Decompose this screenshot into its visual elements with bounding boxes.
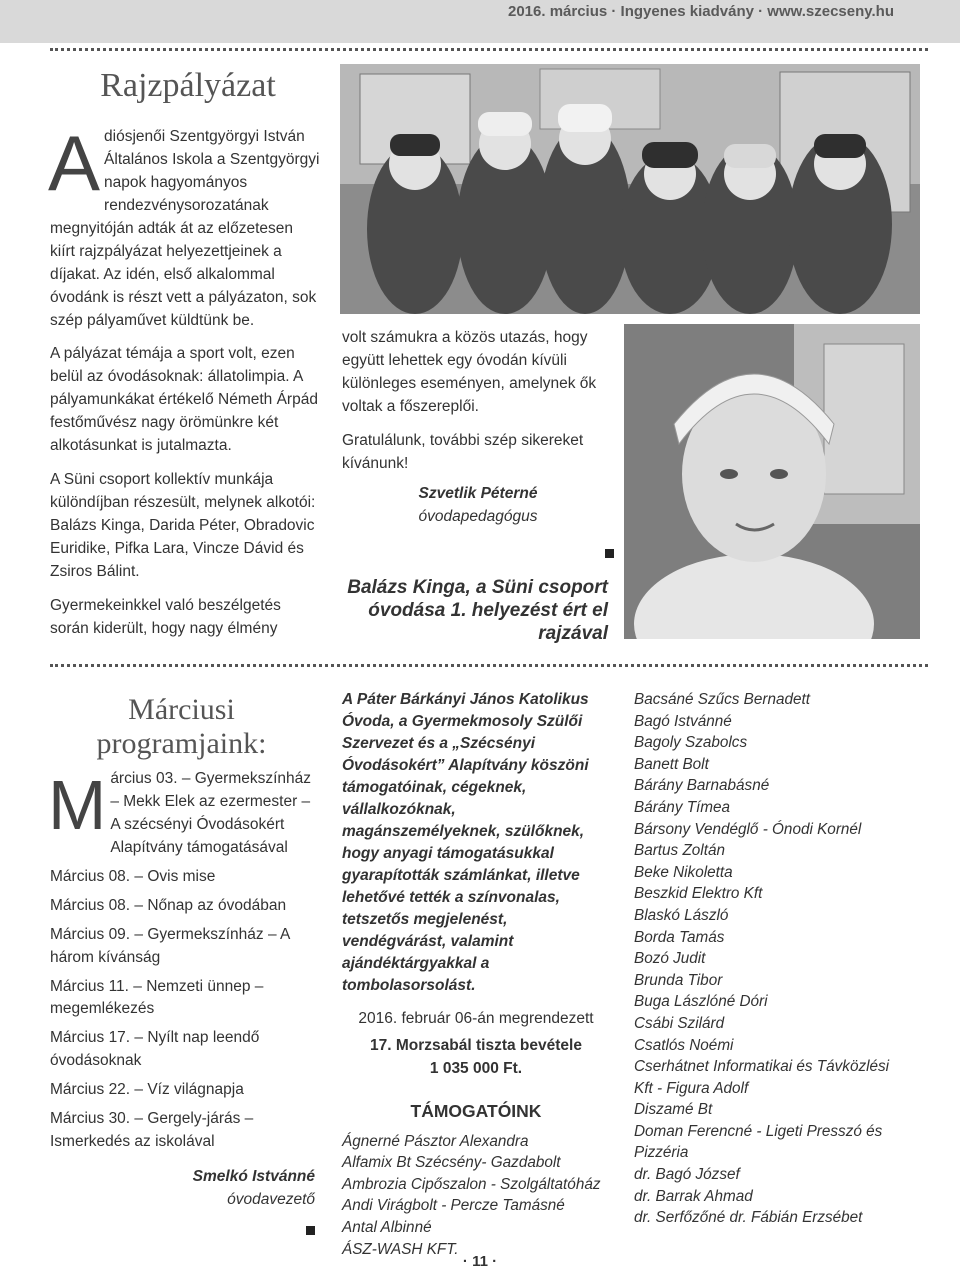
photo-children-group-image [340, 64, 920, 314]
supporters-list-1 [342, 1131, 610, 1261]
program-item: Március 09. – Gyermekszínház – A három kívánság [50, 925, 290, 966]
program-item: Március 22. – Víz világnapja [50, 1081, 244, 1099]
program-item: Március 17. – Nyílt nap leendő óvodásoknak [50, 1029, 260, 1070]
programs-author-title: óvodavezető [227, 1191, 315, 1208]
article-paragraph-2: A pályázat témája a sport volt, ezen belül az óvodásoknak: állatolimpia. A pályamunkákat értékelő Németh Árpád festőművész nagy örömünkre két alkotásunkat is jutalmazta. [50, 345, 318, 455]
article-paragraph-6: Gratulálunk, további szép sikereket kívánunk! [342, 431, 584, 472]
program-item: Március 08. – Ovis mise [50, 867, 216, 885]
photo-caption: Balázs Kinga, a Süni csoport óvodása 1. helyezést ért el rajzával [347, 577, 608, 644]
page-number: · 11 · [462, 1253, 498, 1270]
supporters-list-2 [634, 689, 924, 1229]
supporter-item: dr. Serfőzőné dr. Fábián Erzsébet [634, 1209, 863, 1227]
program-item: Március 30. – Gergely-járás – Ismerkedés az iskolával [50, 1110, 254, 1151]
supporter-item: Bársony Vendéglő - Ónodi Kornél [634, 820, 862, 838]
program-item-first: árcius 03. – Gyermekszínház – Mekk Elek az ezermester – A szécsényi Óvodásokért Alapítvány támogatásával [110, 770, 312, 856]
article-body-right [342, 327, 614, 565]
program-item: Március 11. – Nemzeti ünnep – megemlékezés [50, 977, 264, 1018]
supporter-item: Csatlós Noémi [634, 1036, 734, 1054]
supporter-item: Bárány Tímea [634, 798, 731, 816]
programs-title: Márciusi programjaink: [96, 693, 267, 760]
thanks-date-line: 2016. február 06-án megrendezett [358, 1010, 594, 1027]
supporter-item: dr. Barrak Ahmad [634, 1187, 753, 1205]
supporter-item: Antal Albinné [342, 1219, 432, 1237]
article-author-title: óvodapedagógus [418, 507, 538, 525]
thanks-result-line-2: 1 035 000 Ft. [429, 1059, 523, 1077]
thanks-column [342, 689, 610, 1260]
thanks-result-line-1: 17. Morzsabál tiszta bevétele [370, 1036, 582, 1054]
article-author-name: Szvetlik Péterné [418, 484, 538, 502]
supporter-item: Bárány Barnabásné [634, 777, 770, 795]
supporter-item: Bartus Zoltán [634, 842, 725, 860]
supporter-item: ÁSZ-WASH KFT. [342, 1240, 459, 1258]
article-paragraph-4: Gyermekeinkkel való beszélgetés során kiderült, hogy nagy élmény [50, 596, 281, 637]
supporter-item: dr. Bagó József [634, 1166, 740, 1184]
supporter-item: Beke Nikoletta [634, 863, 733, 881]
supporter-item: Bacsáné Szűcs Bernadett [634, 691, 811, 708]
supporter-item: Blaskó László [634, 906, 729, 924]
supporter-item: Beszkid Elektro Kft [634, 885, 763, 903]
supporter-item: Doman Ferencné - Ligeti Presszó és [634, 1122, 883, 1140]
programs-end-mark [50, 1220, 315, 1243]
header-divider [50, 48, 928, 51]
supporter-item: Pizzéria [634, 1144, 689, 1162]
article-paragraph-1: diósjenői Szentgyörgyi István Általános Iskola a Szentgyörgyi napok hagyományos rendezvénysorozatának megnyitóján adták át az előzetesen kiírt rajzpályázat helyezettjeinek a díjakat. Az idén, első alkalommal óvodánk is részt vett a pályázaton, sok szép pályaművet küldtünk be. [50, 128, 320, 329]
article-paragraph-5: volt számukra a közös utazás, hogy együtt lehettek egy óvodán kívüli különleges eseményen, amelynek ők voltak a főszereplői. [342, 329, 597, 415]
supporter-item: Bozó Judit [634, 950, 706, 968]
supporter-item: Ágnerné Pásztor Alexandra [342, 1132, 529, 1150]
thanks-intro: A Páter Bárkányi János Katolikus Óvoda, a Gyermekmosoly Szülői Szervezet és a „Szécsényi Óvodásokért” Alapítvány köszöni támogatóinak, cégeknek, vállalkozóknak, magánszemélyeknek, szülőknek, hogy anyagi támogatásukkal gyarapították számlánkat, illetve lehetővé tették a színvonalas, tetszetős megjelenést, vendégvárást, valamint ajándéktárgyakkal a tombolasorsolást. [342, 691, 589, 994]
supporter-item: Brunda Tibor [634, 971, 723, 989]
article-paragraph-3: A Süni csoport kollektív munkája különdíjban részesült, melynek alkotói: Balázs Kinga, Darida Péter, Obradovic Euridike, Pifka Lara, Vincze Dávid és Zsiros Bálint. [50, 471, 316, 580]
header-bar [0, 0, 960, 43]
supporter-item: Csábi Szilárd [634, 1014, 725, 1032]
supporter-item: Bagó Istvánné [634, 712, 732, 730]
supporter-item: Andi Virágbolt - Percze Tamásné [342, 1197, 565, 1215]
dropcap-a: A [48, 119, 101, 207]
article-body-left [48, 119, 320, 652]
photo-girl-portrait [624, 324, 920, 639]
supporter-item: Diszamé Bt [634, 1101, 713, 1119]
photo-girl-portrait-image [624, 324, 920, 639]
supporter-item: Kft - Figura Adolf [634, 1079, 749, 1097]
programs-author-name: Smelkó Istvánné [192, 1168, 315, 1186]
header-text: 2016. március · Ingyenes kiadvány · www.szecseny.hu [507, 3, 894, 20]
supporter-item: Alfamix Bt Szécsény- Gazdabolt [342, 1154, 561, 1172]
end-mark [342, 543, 614, 566]
photo-children-group [340, 64, 920, 314]
article-title: Rajzpályázat [100, 67, 276, 104]
dropcap-m: M [48, 766, 107, 844]
supporter-item: Bagoly Szabolcs [634, 734, 748, 752]
supporter-item: Borda Tamás [634, 928, 725, 946]
supporters-title: TÁMOGATÓINK [410, 1100, 542, 1121]
programs-list [50, 768, 315, 1243]
section-divider [50, 664, 928, 667]
program-item: Március 08. – Nőnap az óvodában [50, 896, 287, 914]
supporter-item: Banett Bolt [634, 755, 709, 773]
supporter-item: Cserhátnet Informatikai és Távközlési [634, 1058, 890, 1076]
supporter-item: Ambrozia Cipőszalon - Szolgáltatóház [342, 1175, 601, 1193]
supporter-item: Buga Lászlóné Dóri [634, 993, 768, 1011]
